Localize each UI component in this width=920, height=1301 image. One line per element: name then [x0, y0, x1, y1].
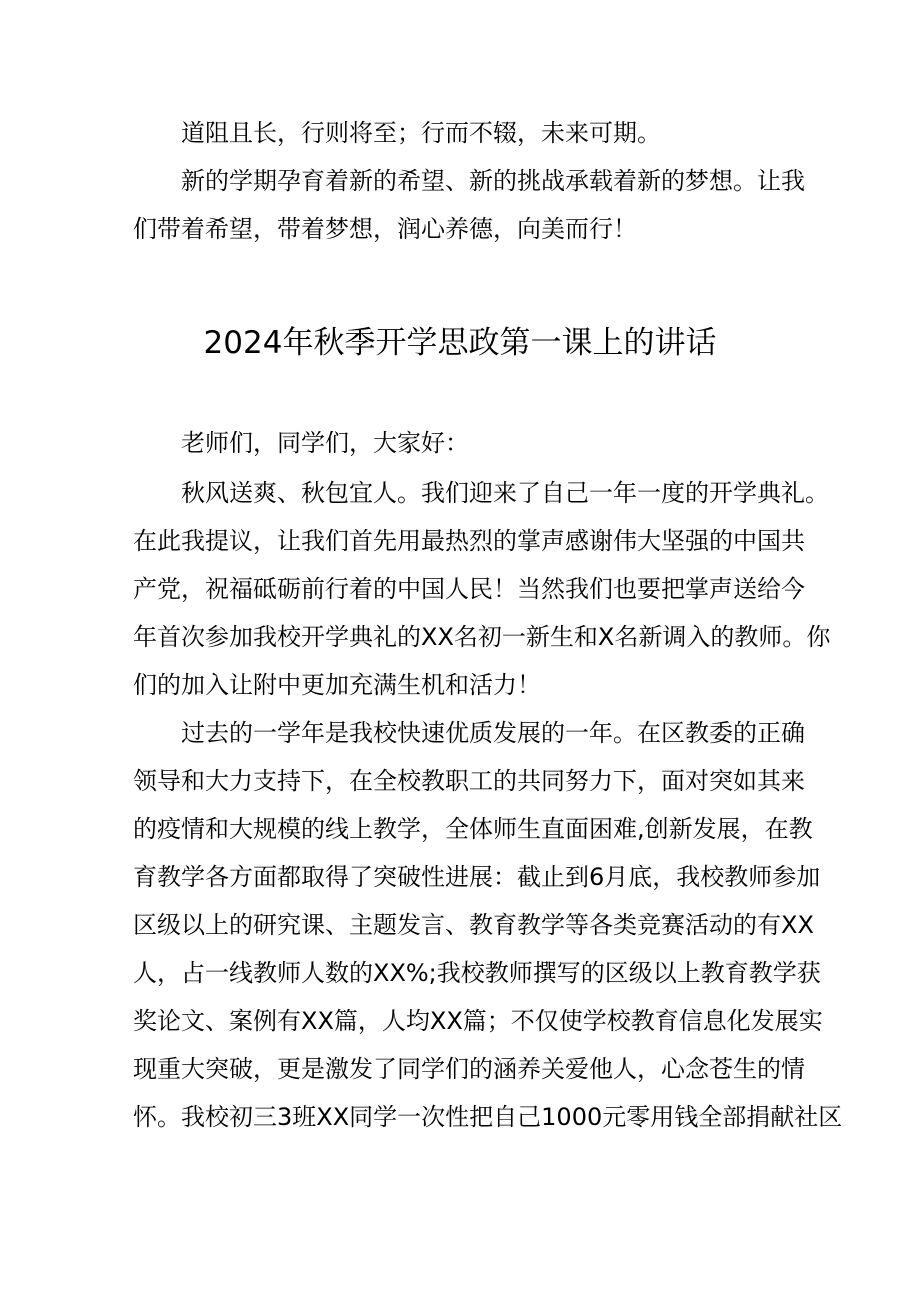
- paragraph-1-line-5: 们的加入让附中更加充满生机和活力！: [133, 671, 541, 699]
- paragraph-2-line-1: 过去的一学年是我校快速优质发展的一年。在区教委的正确: [181, 719, 805, 747]
- paragraph-2-line-2: 领导和大力支持下，在全校教职工的共同努力下，面对突如其来: [133, 767, 805, 795]
- page-title: 2024年秋季开学思政第一课上的讲话: [203, 325, 717, 361]
- paragraph-1-line-3: 产党，祝福砥砺前行着的中国人民！当然我们也要把掌声送给今: [133, 575, 805, 603]
- paragraph-2-line-6: 人，占一线教师人数的XX%;我校教师撰写的区级以上教育教学获: [133, 959, 821, 987]
- greeting-line: 老师们，同学们，大家好：: [181, 429, 469, 457]
- paragraph-1-line-2: 在此我提议，让我们首先用最热烈的掌声感谢伟大坚强的中国共: [133, 527, 805, 555]
- intro-line-1: 道阻且长，行则将至；行而不辍，未来可期。: [181, 119, 661, 147]
- paragraph-2-line-7: 奖论文、案例有XX篇，人均XX篇；不仅使学校教育信息化发展实: [133, 1007, 823, 1035]
- paragraph-2-line-5: 区级以上的研究课、主题发言、教育教学等各类竞赛活动的有XX: [133, 911, 814, 939]
- paragraph-2-line-3: 的疫情和大规模的线上教学，全体师生直面困难,创新发展，在教: [133, 815, 813, 843]
- paragraph-2-line-4: 育教学各方面都取得了突破性进展：截止到6月底，我校教师参加: [133, 863, 821, 891]
- paragraph-2-line-8: 现重大突破，更是激发了同学们的涵养关爱他人，心念苍生的情: [133, 1055, 805, 1083]
- intro-line-3: 们带着希望，带着梦想，润心养德，向美而行！: [133, 215, 637, 243]
- paragraph-2-line-9: 怀。我校初三3班XX同学一次性把自己1000元零用钱全部捐献社区: [133, 1103, 843, 1131]
- paragraph-1-line-4: 年首次参加我校开学典礼的XX名初一新生和X名新调入的教师。你: [133, 623, 831, 651]
- intro-line-2: 新的学期孕育着新的希望、新的挑战承载着新的梦想。让我: [181, 167, 805, 195]
- paragraph-1-line-1: 秋风送爽、秋包宜人。我们迎来了自己一年一度的开学典礼。: [181, 479, 829, 507]
